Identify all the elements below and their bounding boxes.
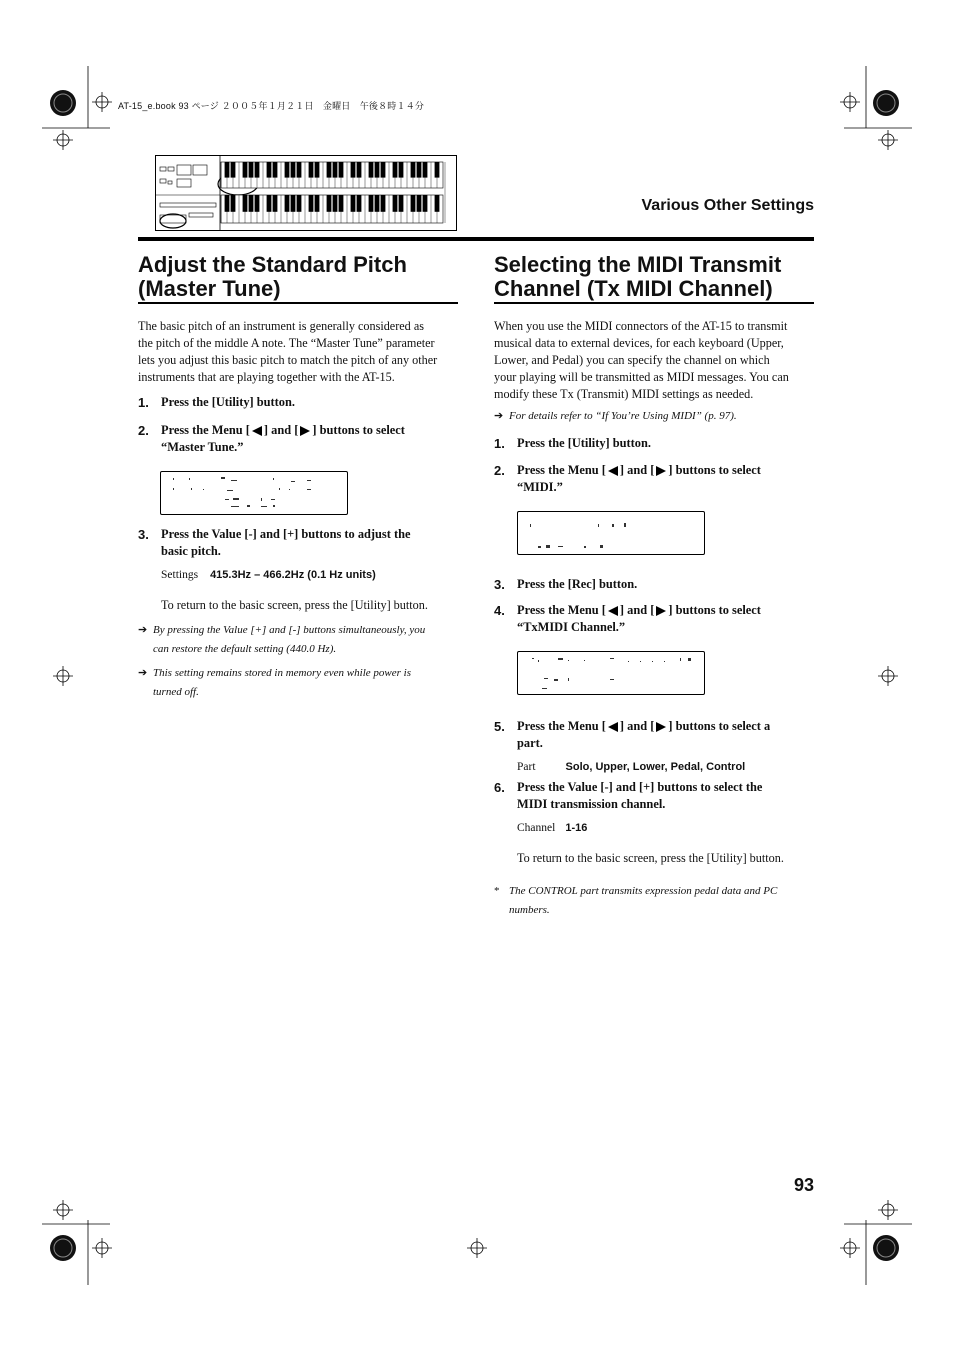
step-text: Press the [Rec] button. [517, 577, 638, 591]
left-intro-line: the pitch of the middle A note. The “Master Tune” parameter [138, 336, 435, 350]
settings-row [161, 565, 461, 583]
settings-value: 415.3Hz – 466.2Hz (0.1 Hz units) [210, 569, 376, 581]
menu-left-arrow-icon [608, 606, 618, 616]
menu-left-arrow-icon [608, 722, 618, 732]
lcd-dot-matrix-icon [518, 512, 704, 554]
left-note-2: ➔ This setting remains stored in memory even while power is turned off. [138, 664, 468, 702]
menu-right-arrow-icon [656, 466, 666, 476]
step-number: 3. [494, 577, 505, 592]
channel-label: Channel [517, 822, 556, 834]
settings-label: Settings [161, 569, 199, 581]
header-rule [138, 237, 814, 241]
left-intro [138, 318, 468, 386]
menu-right-arrow-icon [300, 426, 310, 436]
right-step-2 [494, 462, 814, 498]
arrow-icon: ➔ [138, 667, 148, 679]
step-number: 5. [494, 719, 505, 734]
left-intro-line: lets you adjust this basic pitch to match the pitch of any other [138, 353, 438, 367]
part-row [517, 757, 817, 775]
right-intro-line: musical data to external devices, for each keyboard (Upper, [494, 336, 784, 350]
right-title [494, 253, 824, 301]
step-text: Press the Menu [ ] and [ ] buttons to select “Master Tune.” [161, 423, 405, 454]
menu-right-arrow-icon [656, 722, 666, 732]
file-header: AT-15_e.book 93 ページ ２００５年１月２１日 金曜日 午後８時１４分 [118, 101, 425, 111]
step-number: 1. [494, 436, 505, 451]
arrow-icon: ➔ [494, 410, 504, 422]
right-step-6 [494, 779, 814, 815]
menu-left-arrow-icon [252, 426, 262, 436]
lcd-dot-matrix-icon [161, 472, 347, 514]
left-title-rule [138, 302, 458, 304]
organ-panel-illustration [155, 155, 458, 232]
step-number: 3. [138, 527, 149, 542]
lcd-dot-matrix-icon [518, 652, 704, 694]
left-title [138, 253, 468, 301]
step-text: Press the Value [-] and [+] buttons to adjust the basic pitch. [161, 527, 411, 558]
left-step-1 [138, 394, 458, 412]
step-text: Press the Menu [ ] and [ ] buttons to select “TxMIDI Channel.” [517, 603, 761, 634]
step-number: 2. [494, 463, 505, 478]
right-step-4 [494, 602, 814, 638]
left-title-line1: Adjust the Standard Pitch [138, 252, 407, 277]
step-number: 2. [138, 423, 149, 438]
right-return-text: To return to the basic screen, press the [Utility] button. [517, 851, 784, 865]
left-intro-line: instruments that are playing together with the AT-15. [138, 370, 395, 384]
left-step-3 [138, 526, 458, 562]
step-text: Press the Menu [ ] and [ ] buttons to select “MIDI.” [517, 463, 761, 494]
left-step-2 [138, 422, 458, 458]
step-number: 4. [494, 603, 505, 618]
right-ref-note: ➔ For details refer to “If You’re Using MIDI” (p. 97). [494, 407, 824, 426]
section-header: Various Other Settings [641, 197, 814, 214]
right-footnote: * The CONTROL part transmits expression pedal data and PC numbers. [494, 882, 824, 920]
step-number: 1. [138, 395, 149, 410]
left-intro-line: The basic pitch of an instrument is generally considered as [138, 319, 424, 333]
part-label: Part [517, 761, 536, 773]
menu-right-arrow-icon [656, 606, 666, 616]
menu-left-arrow-icon [608, 466, 618, 476]
right-title-rule [494, 302, 814, 304]
left-return-text: To return to the basic screen, press the [Utility] button. [161, 598, 428, 612]
asterisk-icon: * [494, 885, 500, 897]
right-intro-line: your playing will be transmitted as MIDI messages. You can [494, 370, 789, 384]
right-step-3 [494, 576, 814, 594]
left-note-1: ➔ By pressing the Value [+] and [-] buttons simultaneously, you can restore the default setting (440.0 Hz). [138, 621, 468, 659]
step-text: Press the Menu [ ] and [ ] buttons to select a part. [517, 719, 771, 750]
step-text: Press the Value [-] and [+] buttons to select the MIDI transmission channel. [517, 780, 763, 811]
channel-value: 1-16 [565, 822, 588, 834]
step-text: Press the [Utility] button. [517, 436, 651, 450]
arrow-icon: ➔ [138, 624, 148, 636]
page-number: 93 [793, 1175, 814, 1195]
step-text: Press the [Utility] button. [161, 395, 295, 409]
right-title-line1: Selecting the MIDI Transmit [494, 252, 782, 277]
right-intro [494, 318, 824, 403]
right-intro-line: modify these Tx (Transmit) MIDI settings as needed. [494, 387, 754, 401]
part-value: Solo, Upper, Lower, Pedal, Control [565, 761, 746, 773]
step-number: 6. [494, 780, 505, 795]
lcd-midi [517, 511, 705, 555]
lcd-txmidi-channel [517, 651, 705, 695]
right-intro-line: When you use the MIDI connectors of the AT-15 to transmit [494, 319, 788, 333]
right-intro-line: Lower, and Pedal) you can specify the channel on which [494, 353, 770, 367]
right-step-5 [494, 718, 819, 754]
lcd-master-tune [160, 471, 348, 515]
channel-row [517, 818, 817, 836]
right-step-1 [494, 435, 814, 453]
left-title-line2: (Master Tune) [138, 276, 281, 301]
right-title-line2: Channel (Tx MIDI Channel) [494, 276, 773, 301]
